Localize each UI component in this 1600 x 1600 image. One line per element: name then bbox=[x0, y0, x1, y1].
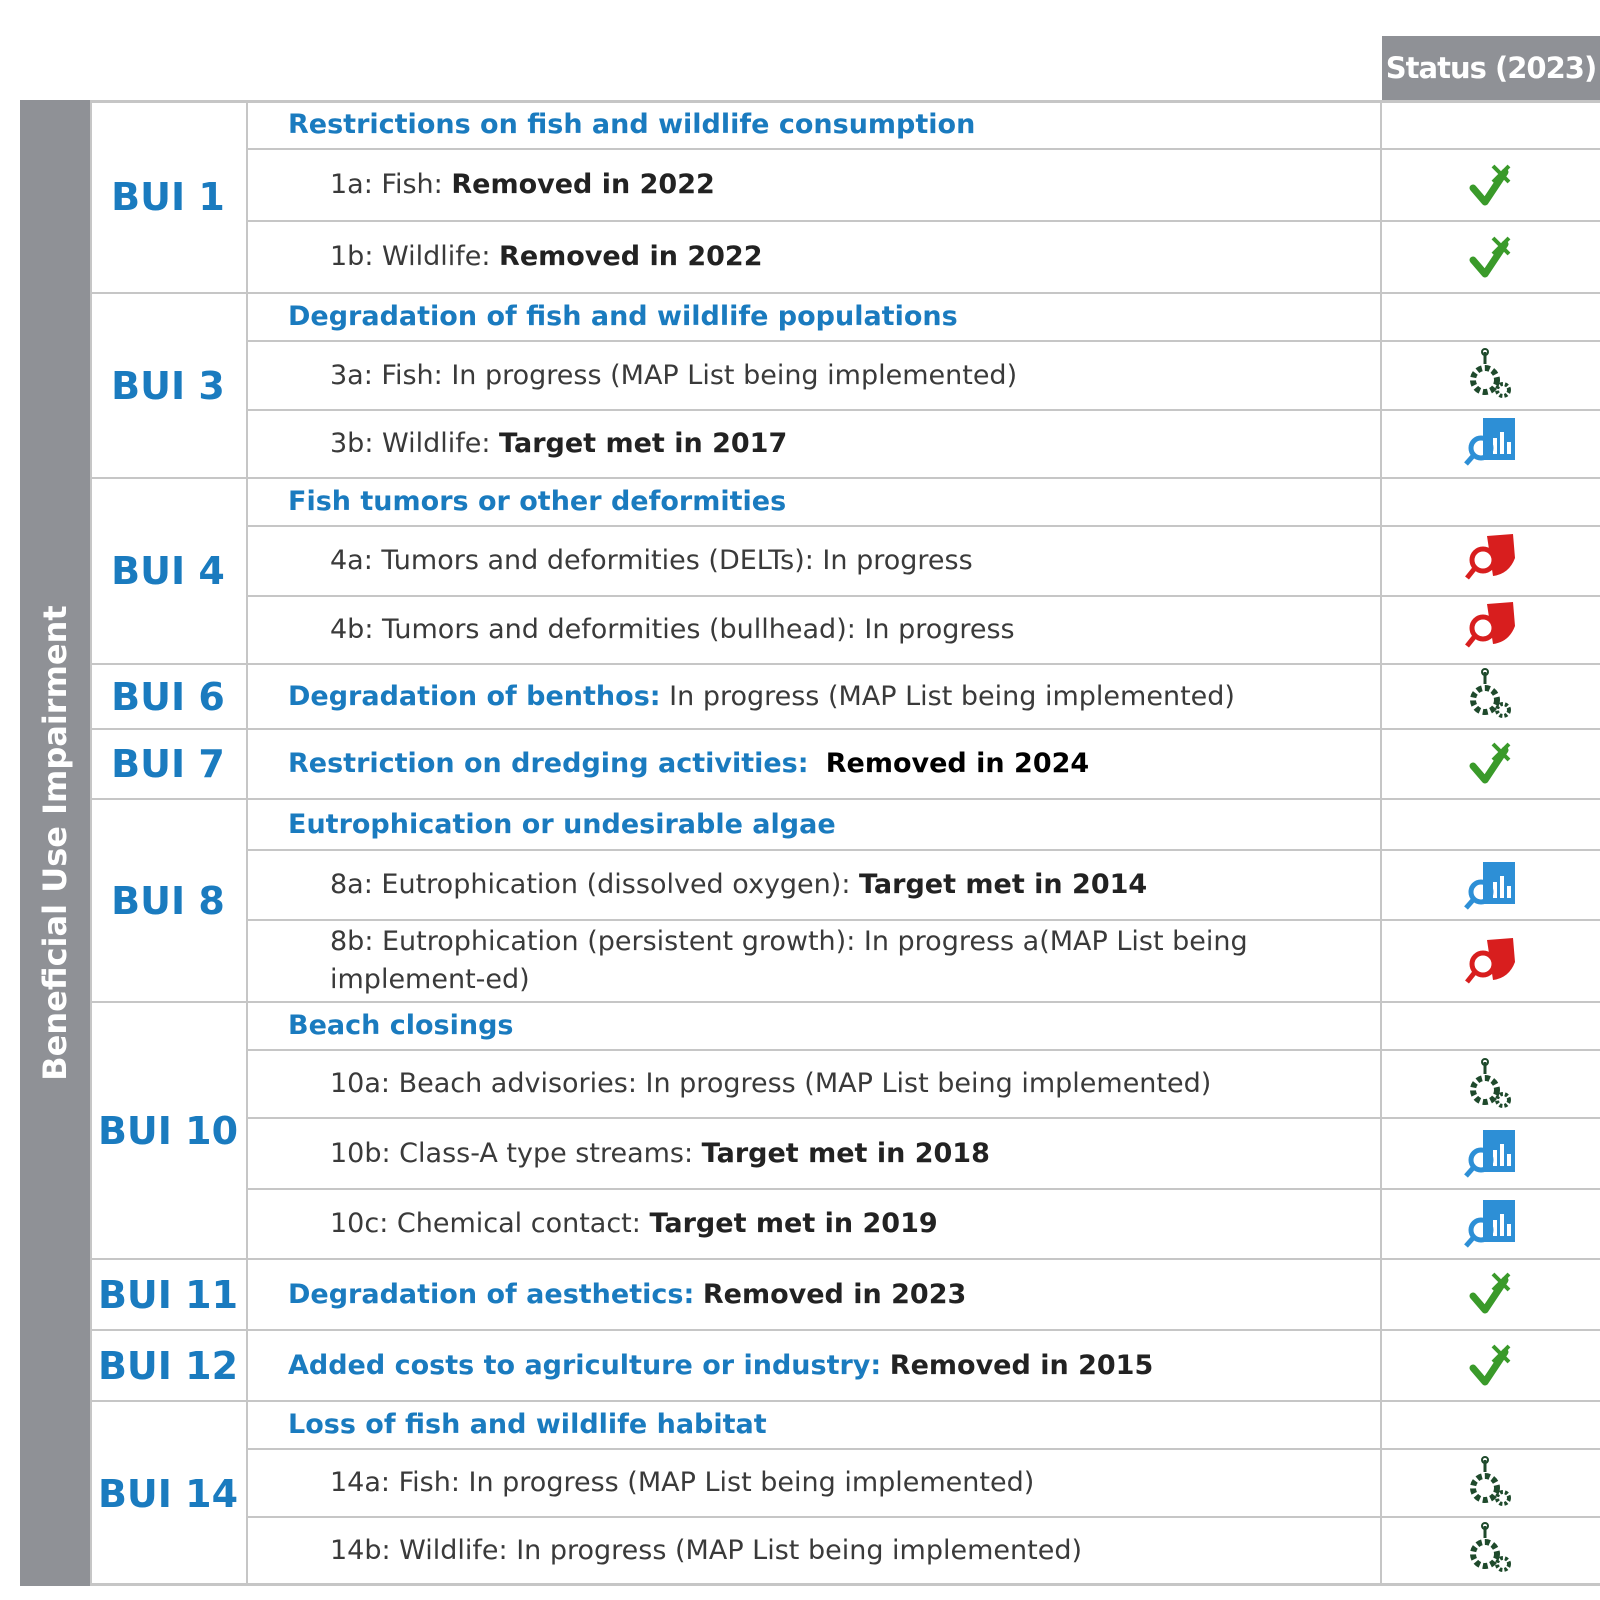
table-row bbox=[246, 1051, 1298, 1117]
side-label bbox=[20, 100, 90, 1586]
category-title: Restrictions on fish and wildlife consumption bbox=[288, 109, 976, 140]
category-title: Beach closings bbox=[288, 1010, 514, 1041]
row-status: Target met in 2019 bbox=[649, 1208, 938, 1239]
gears-in-progress-icon bbox=[1462, 1522, 1522, 1576]
bui-label: BUI 10 bbox=[97, 1108, 239, 1153]
table-row bbox=[246, 222, 1298, 292]
check-removed-icon bbox=[1462, 158, 1522, 212]
table-row bbox=[246, 851, 1298, 919]
row-label: 1b: Wildlife: bbox=[330, 241, 500, 272]
category-heading bbox=[246, 800, 1382, 849]
row-status: Removed in 2022 bbox=[499, 241, 763, 272]
category-title: Fish tumors or other deformities bbox=[288, 486, 787, 517]
red-shield-magnifier-icon bbox=[1462, 598, 1522, 652]
row-status: Removed in 2023 bbox=[702, 1278, 967, 1310]
gears-in-progress-icon bbox=[1462, 1058, 1522, 1112]
red-shield-magnifier-icon bbox=[1462, 934, 1522, 988]
category-title: Eutrophication or undesirable algae bbox=[288, 808, 836, 840]
row-status: Removed in 2015 bbox=[889, 1349, 1154, 1381]
row-status: Target met in 2018 bbox=[701, 1137, 990, 1169]
row-status: Removed in 2022 bbox=[451, 169, 715, 200]
row-status: Target met in 2014 bbox=[859, 869, 1148, 900]
table-row bbox=[246, 527, 1298, 595]
row-label: 14a: Fish: In progress (MAP List being implemented) bbox=[330, 1467, 1035, 1498]
category-heading bbox=[246, 479, 1382, 525]
category-title: Degradation of aesthetics: bbox=[288, 1278, 695, 1310]
red-shield-magnifier-icon bbox=[1462, 530, 1522, 584]
row-label: 3a: Fish: In progress (MAP List being implemented) bbox=[330, 359, 1018, 391]
row-label: 4b: Tumors and deformities (bullhead): In progress bbox=[330, 614, 1015, 645]
status-column-header: Status (2023) bbox=[1382, 36, 1600, 100]
report-chart-icon bbox=[1462, 1126, 1522, 1180]
row-label: In progress (MAP List being implemented) bbox=[660, 680, 1235, 712]
table-row bbox=[246, 150, 1298, 220]
row-label: 8a: Eutrophication (dissolved oxygen): bbox=[330, 869, 859, 900]
row-label: 10b: Class-A type streams: bbox=[330, 1137, 702, 1169]
category-title: Degradation of fish and wildlife populations bbox=[288, 301, 958, 332]
row-label: 14b: Wildlife: In progress (MAP List being implemented) bbox=[330, 1535, 1082, 1566]
category-title: Loss of fish and wildlife habitat bbox=[288, 1409, 767, 1440]
bui-label: BUI 6 bbox=[111, 674, 225, 719]
gears-in-progress-icon bbox=[1462, 1456, 1522, 1510]
row-label: 3b: Wildlife: bbox=[330, 428, 500, 459]
category-heading bbox=[246, 1402, 1382, 1448]
row-label: 8b: Eutrophication (persistent growth): In progress a(MAP List being implement-ed) bbox=[330, 926, 1248, 995]
check-removed-icon bbox=[1462, 230, 1522, 284]
bui-label: BUI 14 bbox=[97, 1472, 239, 1516]
table-row bbox=[246, 597, 1298, 663]
table-row bbox=[246, 730, 1382, 798]
report-chart-icon bbox=[1462, 858, 1522, 912]
category-title: Restriction on dredging activities: bbox=[288, 748, 809, 779]
row-status: Removed in 2024 bbox=[825, 748, 1090, 779]
category-heading bbox=[246, 1003, 1382, 1049]
table-row bbox=[246, 921, 1298, 1001]
category-heading bbox=[246, 294, 1382, 340]
table-row bbox=[246, 342, 1298, 409]
row-label: 10c: Chemical contact: bbox=[330, 1208, 650, 1239]
row-status: Target met in 2017 bbox=[499, 428, 788, 459]
gears-in-progress-icon bbox=[1462, 668, 1522, 722]
category-title: Added costs to agriculture or industry: bbox=[288, 1349, 882, 1381]
table-row bbox=[246, 1450, 1298, 1516]
check-removed-icon bbox=[1462, 1338, 1522, 1392]
bui-label: BUI 8 bbox=[111, 878, 225, 923]
report-chart-icon bbox=[1462, 1196, 1522, 1250]
report-chart-icon bbox=[1462, 414, 1522, 468]
table-row bbox=[246, 1260, 1382, 1329]
bui-label: BUI 3 bbox=[111, 363, 225, 408]
bui-label: BUI 11 bbox=[97, 1272, 239, 1317]
table-row bbox=[246, 665, 1382, 728]
bui-label: BUI 12 bbox=[97, 1343, 239, 1388]
check-removed-icon bbox=[1462, 1266, 1522, 1320]
category-heading bbox=[246, 102, 1382, 148]
gears-in-progress-icon bbox=[1462, 348, 1522, 402]
table-row bbox=[246, 1518, 1298, 1584]
table-row bbox=[246, 1331, 1382, 1400]
bui-label: BUI 1 bbox=[111, 175, 225, 219]
row-label: 1a: Fish: bbox=[330, 169, 452, 200]
row-label: 10a: Beach advisories: In progress (MAP List being implemented) bbox=[330, 1068, 1212, 1099]
table-row bbox=[246, 1119, 1298, 1188]
check-removed-icon bbox=[1462, 736, 1522, 790]
side-label-text: Beneficial Use Impairment bbox=[36, 605, 74, 1081]
category-title: Degradation of benthos: bbox=[288, 680, 661, 712]
bui-label: BUI 7 bbox=[111, 742, 225, 786]
row-label: 4a: Tumors and deformities (DELTs): In progress bbox=[330, 545, 973, 576]
table-row bbox=[246, 1190, 1298, 1258]
table-row bbox=[246, 411, 1298, 477]
bui-label: BUI 4 bbox=[111, 549, 225, 593]
